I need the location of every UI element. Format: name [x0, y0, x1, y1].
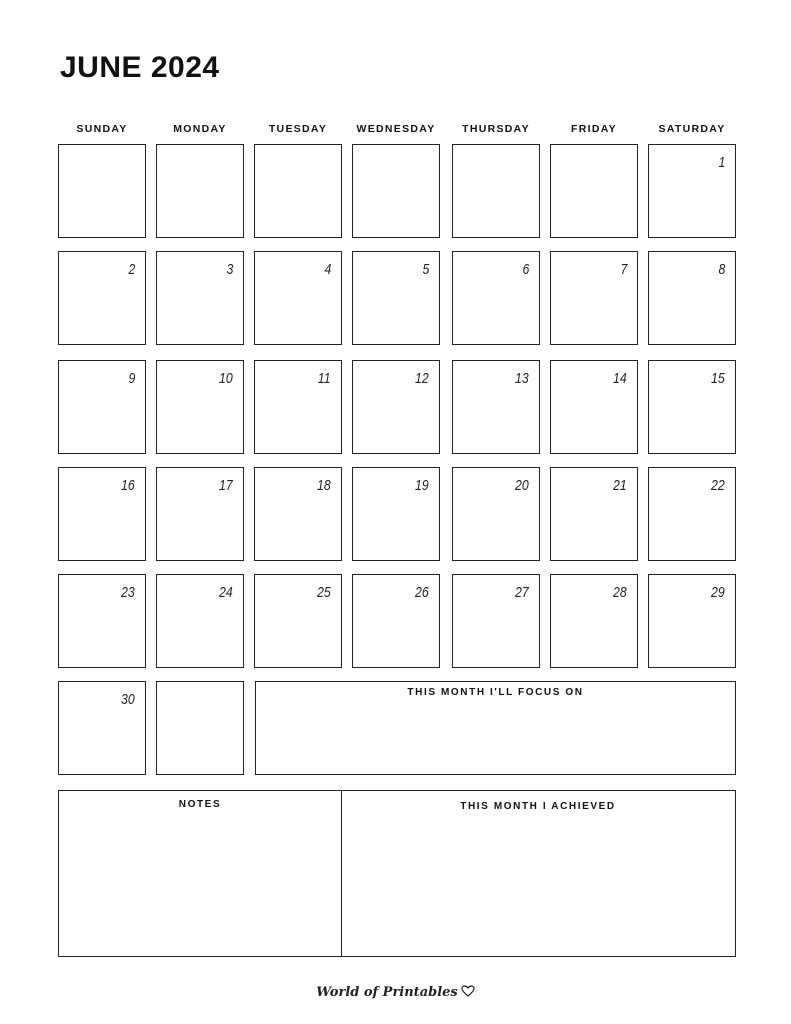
- day-number: 4: [324, 261, 331, 278]
- day-number: 24: [219, 584, 233, 601]
- focus-box[interactable]: [255, 681, 736, 775]
- day-number: 27: [515, 584, 529, 601]
- day-cell[interactable]: [156, 574, 244, 668]
- day-number: 16: [121, 477, 135, 494]
- day-cell[interactable]: [550, 144, 638, 238]
- day-cell[interactable]: [156, 144, 244, 238]
- day-number: 2: [128, 261, 135, 278]
- day-number: 18: [317, 477, 331, 494]
- day-cell[interactable]: [452, 574, 540, 668]
- day-cell[interactable]: [352, 360, 440, 454]
- day-number: 8: [718, 261, 725, 278]
- day-number: 22: [711, 477, 725, 494]
- day-number: 20: [515, 477, 529, 494]
- day-number: 15: [711, 370, 725, 387]
- focus-label: THIS MONTH I'LL FOCUS ON: [407, 687, 584, 698]
- day-cell[interactable]: [58, 144, 146, 238]
- weekday-thursday: THURSDAY: [462, 123, 530, 135]
- day-cell[interactable]: [452, 360, 540, 454]
- day-number: 21: [613, 477, 627, 494]
- day-cell[interactable]: [254, 467, 342, 561]
- day-number: 10: [219, 370, 233, 387]
- day-cell[interactable]: [156, 360, 244, 454]
- day-number: 7: [620, 261, 627, 278]
- day-cell[interactable]: [648, 251, 736, 345]
- day-number: 29: [711, 584, 725, 601]
- day-cell[interactable]: [648, 144, 736, 238]
- day-cell[interactable]: [452, 467, 540, 561]
- day-number: 3: [226, 261, 233, 278]
- day-cell[interactable]: [254, 360, 342, 454]
- day-cell[interactable]: [156, 251, 244, 345]
- day-cell[interactable]: [352, 144, 440, 238]
- weekday-monday: MONDAY: [173, 123, 227, 135]
- logo-text: World of Printables: [316, 985, 458, 1000]
- day-cell[interactable]: [452, 251, 540, 345]
- day-number: 19: [415, 477, 429, 494]
- notes-label: NOTES: [178, 799, 222, 810]
- day-cell[interactable]: [452, 144, 540, 238]
- weekday-sunday: SUNDAY: [76, 123, 128, 135]
- day-cell[interactable]: [58, 681, 146, 775]
- weekday-tuesday: TUESDAY: [268, 123, 328, 135]
- day-cell[interactable]: [550, 574, 638, 668]
- day-cell[interactable]: [156, 467, 244, 561]
- day-number: 25: [317, 584, 331, 601]
- day-cell[interactable]: [254, 251, 342, 345]
- day-cell[interactable]: [58, 251, 146, 345]
- day-cell[interactable]: [254, 144, 342, 238]
- day-cell[interactable]: [254, 574, 342, 668]
- day-cell[interactable]: [352, 574, 440, 668]
- day-cell[interactable]: [58, 360, 146, 454]
- day-number: 13: [515, 370, 529, 387]
- achieved-label: THIS MONTH I ACHIEVED: [460, 801, 616, 812]
- page-title: JUNE 2024: [60, 51, 220, 84]
- day-number: 5: [422, 261, 429, 278]
- day-number: 23: [121, 584, 135, 601]
- day-number: 1: [718, 154, 725, 171]
- day-number: 30: [121, 691, 135, 708]
- weekday-friday: FRIDAY: [571, 123, 617, 135]
- day-number: 26: [415, 584, 429, 601]
- day-cell[interactable]: [550, 467, 638, 561]
- weekday-saturday: SATURDAY: [658, 123, 726, 135]
- bottom-divider: [341, 791, 342, 956]
- day-number: 12: [415, 370, 429, 387]
- day-cell[interactable]: [648, 360, 736, 454]
- day-cell[interactable]: [648, 467, 736, 561]
- day-cell[interactable]: [550, 360, 638, 454]
- day-number: 14: [613, 370, 627, 387]
- day-number: 11: [318, 370, 331, 387]
- day-cell[interactable]: [550, 251, 638, 345]
- day-cell[interactable]: [352, 467, 440, 561]
- day-number: 9: [128, 370, 135, 387]
- bottom-section: [58, 790, 736, 957]
- day-number: 28: [613, 584, 627, 601]
- day-number: 6: [522, 261, 529, 278]
- day-cell[interactable]: [58, 467, 146, 561]
- heart-icon: [461, 985, 475, 997]
- day-cell[interactable]: [156, 681, 244, 775]
- day-cell[interactable]: [352, 251, 440, 345]
- footer-logo: [0, 985, 791, 1000]
- day-number: 17: [219, 477, 233, 494]
- day-cell[interactable]: [58, 574, 146, 668]
- day-cell[interactable]: [648, 574, 736, 668]
- weekday-wednesday: WEDNESDAY: [356, 123, 436, 135]
